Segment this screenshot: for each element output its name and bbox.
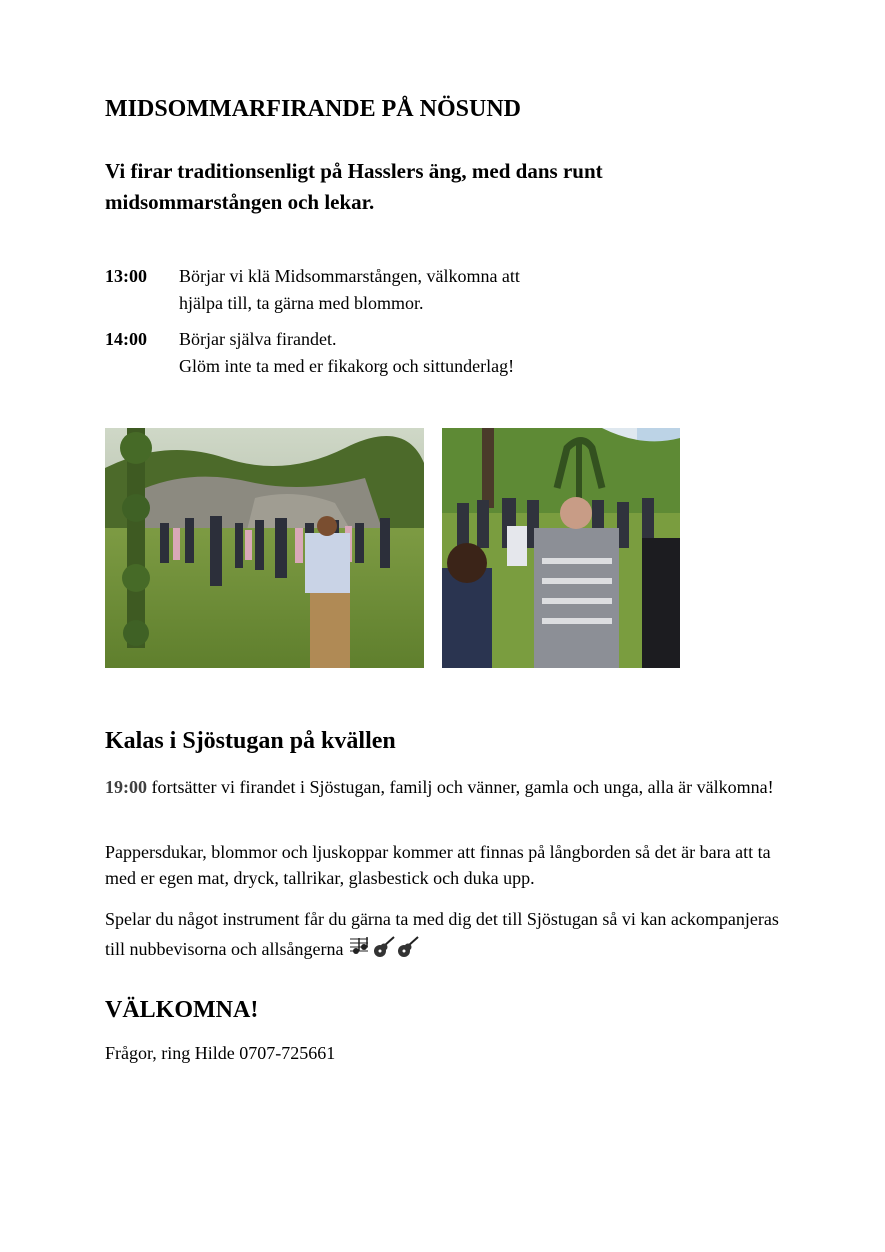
guitar-icon (396, 936, 420, 967)
page-title: MIDSOMMARFIRANDE PÅ NÖSUND (105, 96, 521, 122)
intro-text: Vi firar traditionsenligt på Hasslers äng, med dans runt midsommarstången och lekar. (105, 159, 603, 214)
schedule-text: Börjar vi klä Midsommarstången, välkomna att hjälpa till, ta gärna med blommor. (179, 266, 520, 313)
photo-maypole-dance (105, 428, 424, 668)
schedule-time: 13:00 (105, 266, 147, 286)
music-notes-icon (348, 936, 372, 967)
welcome-heading: VÄLKOMNA! (105, 997, 259, 1023)
photo-maypole-crowd (442, 428, 680, 668)
schedule-time: 14:00 (105, 329, 147, 349)
evening-paragraph-2: Pappersdukar, blommor och ljuskoppar kommer att finnas på långborden så det är bara att ta med er egen mat, dryck, tallrikar, glasbestick och duka upp. (105, 842, 771, 888)
guitar-icon (372, 936, 396, 967)
evening-paragraph-1: 19:00 fortsätter vi firandet i Sjöstugan, familj och vänner, gamla och unga, alla är välkomna! (105, 777, 774, 797)
contact-info: Frågor, ring Hilde 0707-725661 (105, 1043, 336, 1063)
evening-heading: Kalas i Sjöstugan på kvällen (105, 728, 396, 754)
evening-paragraph-3: Spelar du något instrument får du gärna ta med dig det till Sjöstugan så vi kan ackompanjeras till nubbevisorna och allsångerna (105, 904, 780, 967)
schedule-text: Börjar själva firandet. Glöm inte ta med er fikakorg och sittunderlag! (179, 329, 515, 376)
evening-time: 19:00 (105, 777, 147, 797)
